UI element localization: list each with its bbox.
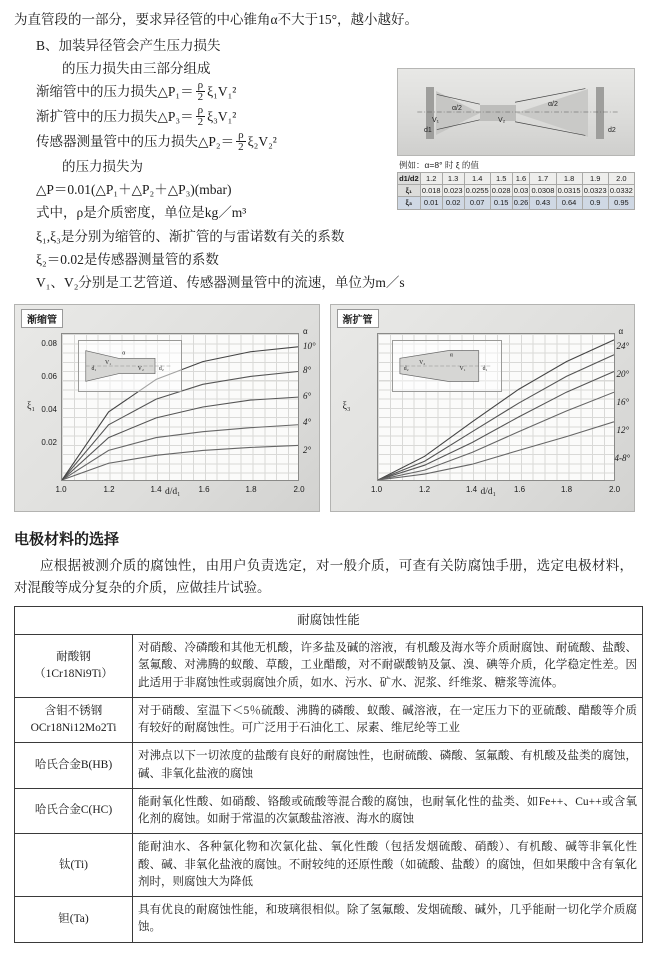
xtick: 1.6 [198, 485, 210, 495]
venturi-diagram [397, 68, 635, 156]
figure-caption: 例如：α=8° 时 ξ 的值 [399, 159, 479, 170]
label-d1: d1 [424, 126, 432, 134]
formula-line-rho: 式中，ρ是介质密度，单位是kg／m³ [36, 205, 247, 221]
cell: 0.023 [443, 185, 463, 195]
formula-line-p3 [36, 105, 402, 130]
chart-expander [330, 304, 636, 512]
svg-text:d₂: d₂ [403, 366, 409, 373]
xtick: 1.4 [150, 485, 162, 495]
inset-shape [393, 341, 501, 391]
label-alpha-left: α/2 [452, 104, 462, 112]
label-vt: V₂ [498, 116, 506, 124]
material-desc: 对沸点以下一切浓度的盐酸有良好的耐腐蚀性，也耐硫酸、磷酸、氢氟酸、有机酸及盐类的腐蚀，碱、非氧化盐液的腐蚀 [133, 743, 643, 789]
fraction-denominator: 2 [238, 141, 244, 154]
row-head: d1/d2 [399, 173, 419, 183]
label-v1: V₁ [432, 116, 440, 124]
formula-p1-term: ξ₁V₁² [207, 84, 237, 99]
fraction-rho-2-b [196, 105, 206, 129]
formula-line-p2 [36, 130, 402, 155]
cell: 0.64 [556, 197, 582, 209]
formula-line-b: B、加装异径管会产生压力损失 [36, 37, 221, 53]
xtick: 1.4 [465, 485, 478, 495]
cell: 0.15 [490, 197, 512, 209]
table-row [15, 897, 643, 943]
cell: 1.4 [464, 172, 490, 184]
xtick: 1.2 [418, 485, 431, 495]
alpha-label: 4° [303, 417, 312, 428]
formula-column [10, 34, 405, 295]
section-paragraph: 应根据被测介质的腐蚀性，由用户负责选定，对一般介质，可查有关防腐蚀手册，选定电极材料，对混酸等成分复杂的介质，应做挂片试验。 [14, 558, 633, 595]
alpha-label: 2° [303, 445, 312, 456]
cell: 0.0323 [583, 185, 607, 195]
formula-p3-term: ξ₃V₁² [207, 108, 237, 124]
fraction-numerator: ρ [197, 103, 204, 116]
chart-title: 渐扩管 [337, 309, 379, 328]
row-head: ξ₃ [398, 197, 421, 209]
material-desc: 对硝酸、冷磷酸和其他无机酸，许多盐及碱的溶液，有机酸及海水等介质耐腐蚀、耐硫酸、盐酸、氢氟酸、对沸腾的蚁酸、草酸，工业醋酸，对不耐碳酸钠及氯、溴、碘等介质，化学稳定性差。因此适用于非腐蚀性或弱腐蚀介质，如水、污水、矿水、泥浆、纤维浆、糖浆等流体。 [133, 635, 643, 698]
table-row [15, 788, 643, 834]
svg-text:V₁: V₁ [105, 360, 112, 367]
venturi-figure [397, 68, 635, 210]
cell: 1.2 [420, 172, 442, 184]
material-desc: 具有优良的耐腐蚀性能，和玻璃很相似。除了氢氟酸、发烟硫酸、碱外，几乎能耐一切化学介质腐蚀。 [133, 897, 643, 943]
material-table [14, 606, 643, 942]
section-heading: 电极材料的选择 [14, 532, 120, 549]
cell: 1.9 [582, 172, 608, 184]
alpha-label: 12° [616, 425, 630, 436]
material-desc: 能耐油水、各种氯化物和次氯化盐、氧化性酸（包括发烟硫酸、硝酸）、有机酸、碱等非氧化性酸、碱、非氧化盐液的腐蚀。不耐较纯的还原性酸（如硫酸、盐酸）的腐蚀，但如果酸中含有氧化剂时，则腐蚀大为降低 [133, 834, 643, 897]
material-name: 钛(Ti) [15, 834, 133, 897]
formula-line-total: △P＝0.01(△P₁＋△P₂＋△P₃)(mbar) [36, 182, 232, 198]
alpha-label: 16° [616, 397, 630, 408]
material-name: 钽(Ta) [15, 897, 133, 943]
intro-line: 为直管段的一部分，要求异径管的中心锥角α不大于15°，越小越好。 [14, 12, 418, 27]
svg-text:d₁: d₁ [91, 366, 97, 373]
formula-p3-text: 渐扩管中的压力损失△P₃＝ [36, 108, 194, 124]
material-name: 含钼不锈钢 OCr18Ni12Mo2Ti [15, 697, 133, 743]
venturi-lines [398, 69, 634, 155]
alpha-label: 24° [616, 341, 630, 352]
chart-inset-diagram [392, 340, 502, 392]
xtick: 1.6 [513, 485, 526, 495]
cell: 0.028 [491, 185, 511, 195]
svg-text:V₁: V₁ [459, 366, 466, 373]
formula-line-loss: 的压力损失为 [62, 158, 143, 174]
table-row [15, 635, 643, 698]
cell: 1.5 [490, 172, 512, 184]
xtick: 1.0 [55, 485, 67, 495]
cell: 0.02 [442, 197, 464, 209]
formula-line-p1 [36, 80, 402, 105]
cell: 1.7 [530, 172, 556, 184]
cell: 0.26 [513, 198, 529, 208]
cell: 2.0 [608, 172, 634, 184]
fraction-denominator: 2 [197, 116, 204, 129]
cell: 0.0315 [557, 185, 581, 195]
cell: 1.3 [442, 172, 464, 184]
xi-value-table [397, 172, 635, 210]
chart-legend-label: α [618, 327, 624, 337]
material-name: 耐酸钢 （1Cr18Ni9Ti） [15, 635, 133, 698]
ytick: 0.08 [41, 339, 57, 349]
svg-text:d₂: d₂ [158, 366, 164, 373]
label-alpha-right: α/2 [548, 100, 558, 108]
cell: 0.0255 [465, 185, 489, 195]
chart-legend-label: α [303, 327, 308, 337]
table-row [398, 172, 635, 184]
table-header: 耐腐蚀性能 [15, 607, 643, 635]
table-row [398, 184, 635, 196]
charts-row [14, 304, 635, 512]
formula-p2-term: ξ₂V₂² [247, 133, 277, 149]
fraction-denominator: 2 [197, 91, 204, 104]
xtick: 1.2 [103, 485, 115, 495]
fraction-numerator: ρ [197, 78, 204, 91]
table-row [15, 697, 643, 743]
cell: 0.03 [513, 185, 529, 195]
xtick: 1.8 [245, 485, 257, 495]
chart-reducer [14, 304, 320, 512]
xtick: 2.0 [608, 485, 621, 495]
table-row [398, 197, 635, 209]
ytick: 0.02 [41, 438, 57, 448]
formula-line-xi13: ξ₁,ξ₃是分别为缩管的、渐扩管的与雷诺数有关的系数 [36, 228, 345, 244]
cell: 0.07 [464, 197, 490, 209]
chart-title: 渐缩管 [21, 309, 63, 328]
formula-line-parts: 的压力损失由三部分组成 [62, 60, 211, 76]
table-row [15, 743, 643, 789]
table-row [15, 834, 643, 897]
ytick: 0.06 [41, 372, 57, 382]
alpha-label: 8° [303, 365, 312, 376]
chart-plot-area [61, 333, 299, 481]
chart-ylabel: ξ₃ [342, 401, 351, 413]
cell: 0.0332 [609, 185, 633, 195]
formula-p2-text: 传感器测量管中的压力损失△P₂＝ [36, 133, 235, 149]
cell: 0.018 [421, 185, 441, 195]
chart-xlabel: d/d₁ [165, 487, 181, 498]
chart-ylabel: ξ₁ [27, 401, 35, 413]
chart-xlabel: d/d₁ [480, 487, 496, 498]
formula-line-xi2: ξ₂＝0.02是传感器测量管的系数 [36, 251, 219, 267]
svg-text:V₂: V₂ [418, 360, 425, 367]
xtick: 2.0 [293, 485, 305, 495]
xtick: 1.0 [370, 485, 383, 495]
cell: 0.9 [582, 197, 608, 209]
material-desc: 对于硝酸、室温下＜5％硫酸、沸腾的磷酸、蚁酸、碱溶液，在一定压力下的亚硫酸、醋酸等介质有较好的耐腐蚀性。可广泛用于石油化工、尿素、维尼纶等工业 [133, 697, 643, 743]
fraction-rho-2-c [236, 130, 246, 154]
svg-text:α: α [449, 352, 453, 359]
row-head: ξ₁ [398, 184, 421, 196]
formula-section [10, 34, 639, 295]
svg-text:α: α [122, 350, 126, 357]
material-desc: 能耐氧化性酸、如硝酸、铬酸或硫酸等混合酸的腐蚀，也耐氧化性的盐类、如Fe++、Cu++或含氧化剂的腐蚀。如耐于常温的次氯酸盐溶液、海水的腐蚀 [133, 788, 643, 834]
fraction-rho-2 [196, 80, 206, 104]
table-header-row [15, 607, 643, 635]
cell: 0.43 [530, 197, 556, 209]
label-d2: d2 [608, 126, 616, 134]
inset-shape [79, 341, 181, 391]
material-name: 哈氏合金C(HC) [15, 788, 133, 834]
cell: 0.0308 [531, 185, 555, 195]
fraction-numerator: ρ [238, 128, 244, 141]
alpha-label: 20° [616, 369, 630, 380]
material-name: 哈氏合金B(HB) [15, 743, 133, 789]
formula-line-v: V₁、V₂分别是工艺管道、传感器测量管中的流速，单位为m／s [36, 274, 405, 290]
alpha-label: 6° [303, 391, 312, 402]
formula-p1-text: 渐缩管中的压力损失△P₁＝ [36, 84, 194, 99]
alpha-label: 4-8° [614, 453, 631, 464]
chart-inset-diagram [78, 340, 182, 392]
chart-plot-area [377, 333, 615, 481]
cell: 0.95 [608, 197, 634, 209]
svg-text:V₂: V₂ [137, 366, 144, 373]
alpha-label: 10° [303, 341, 316, 352]
svg-text:d₁: d₁ [482, 366, 487, 373]
cell: 0.01 [420, 197, 442, 209]
cell: 1.8 [556, 172, 582, 184]
cell: 1.6 [512, 172, 530, 184]
xtick: 1.8 [560, 485, 573, 495]
ytick: 0.04 [41, 405, 57, 415]
